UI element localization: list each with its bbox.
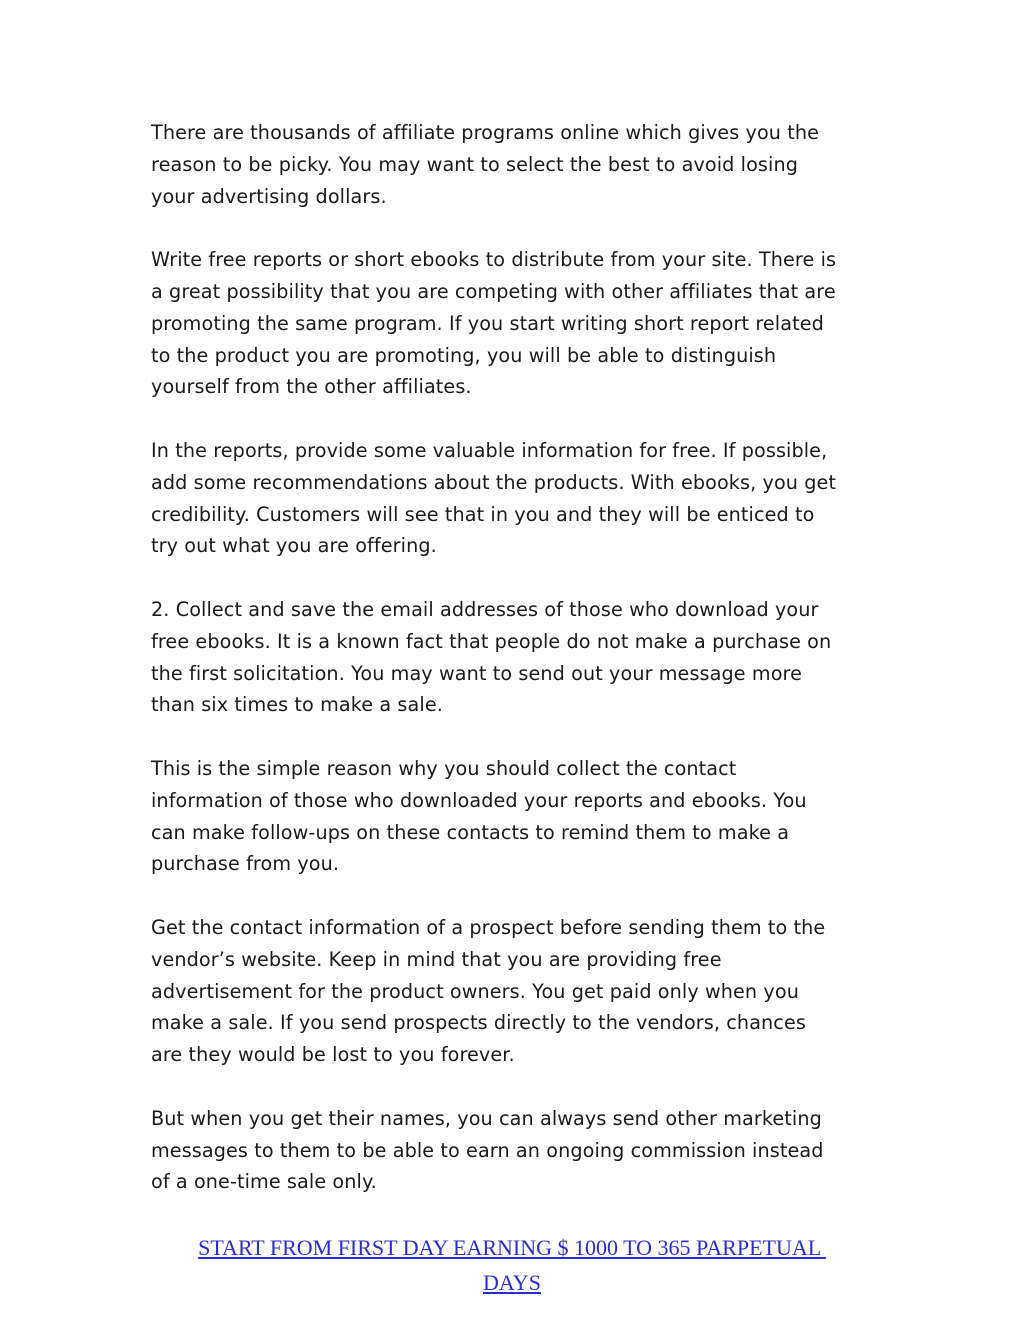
text-line: the first solicitation. You may want to send out your message more bbox=[151, 661, 802, 685]
text-line: yourself from the other affiliates. bbox=[151, 375, 472, 399]
text-line: a great possibility that you are competing with other affiliates that are bbox=[151, 279, 836, 303]
text-line: Write free reports or short ebooks to distribute from your site. There is bbox=[151, 248, 837, 272]
paragraph-ongoing-commission bbox=[151, 1103, 881, 1198]
text-line: credibility. Customers will see that in you and they will be enticed to bbox=[151, 502, 815, 526]
text-line: of a one-time sale only. bbox=[151, 1170, 377, 1194]
text-line: vendor’s website. Keep in mind that you are providing free bbox=[151, 947, 722, 971]
cta-link[interactable] bbox=[150, 1230, 874, 1300]
text-line: to the product you are promoting, you will be able to distinguish bbox=[151, 343, 777, 367]
text-line: 2. Collect and save the email addresses of those who download your bbox=[151, 597, 819, 621]
paragraph-contact-information bbox=[151, 912, 881, 1071]
paragraph-valuable-information bbox=[151, 435, 881, 562]
paragraph-simple-reason bbox=[151, 753, 881, 880]
text-line: This is the simple reason why you should collect the contact bbox=[151, 756, 737, 780]
text-line: can make follow-ups on these contacts to remind them to make a bbox=[151, 820, 790, 844]
text-line: make a sale. If you send prospects directly to the vendors, chances bbox=[151, 1011, 806, 1035]
text-line: than six times to make a sale. bbox=[151, 693, 443, 717]
text-line: messages to them to be able to earn an ongoing commission instead bbox=[151, 1138, 824, 1162]
paragraph-collect-emails bbox=[151, 594, 881, 721]
text-line: free ebooks. It is a known fact that people do not make a purchase on bbox=[151, 629, 832, 653]
paragraph-free-reports bbox=[151, 244, 881, 403]
text-line: are they would be lost to you forever. bbox=[151, 1043, 515, 1067]
text-line: Get the contact information of a prospect before sending them to the bbox=[151, 915, 826, 939]
text-line: promoting the same program. If you start writing short report related bbox=[151, 311, 824, 335]
text-line: advertisement for the product owners. You get paid only when you bbox=[151, 979, 799, 1003]
text-line: reason to be picky. You may want to select the best to avoid losing bbox=[151, 152, 799, 176]
text-line: There are thousands of affiliate programs online which gives you the bbox=[151, 121, 820, 144]
cta-block bbox=[150, 1230, 874, 1300]
text-line: add some recommendations about the products. With ebooks, you get bbox=[151, 470, 837, 494]
document-body bbox=[151, 117, 881, 1230]
text-line: try out what you are offering. bbox=[151, 534, 437, 558]
paragraph-affiliate-programs bbox=[151, 117, 881, 212]
text-line: purchase from you. bbox=[151, 852, 340, 876]
text-line: information of those who downloaded your reports and ebooks. You bbox=[151, 788, 807, 812]
text-line: But when you get their names, you can always send other marketing bbox=[151, 1106, 822, 1130]
cta-link-line-2[interactable]: DAYS bbox=[483, 1270, 541, 1295]
cta-link-line-1[interactable]: START FROM FIRST DAY EARNING $ 1000 TO 365 PARPETUAL bbox=[198, 1235, 826, 1260]
text-line: your advertising dollars. bbox=[151, 184, 387, 208]
text-line: In the reports, provide some valuable information for free. If possible, bbox=[151, 438, 828, 462]
